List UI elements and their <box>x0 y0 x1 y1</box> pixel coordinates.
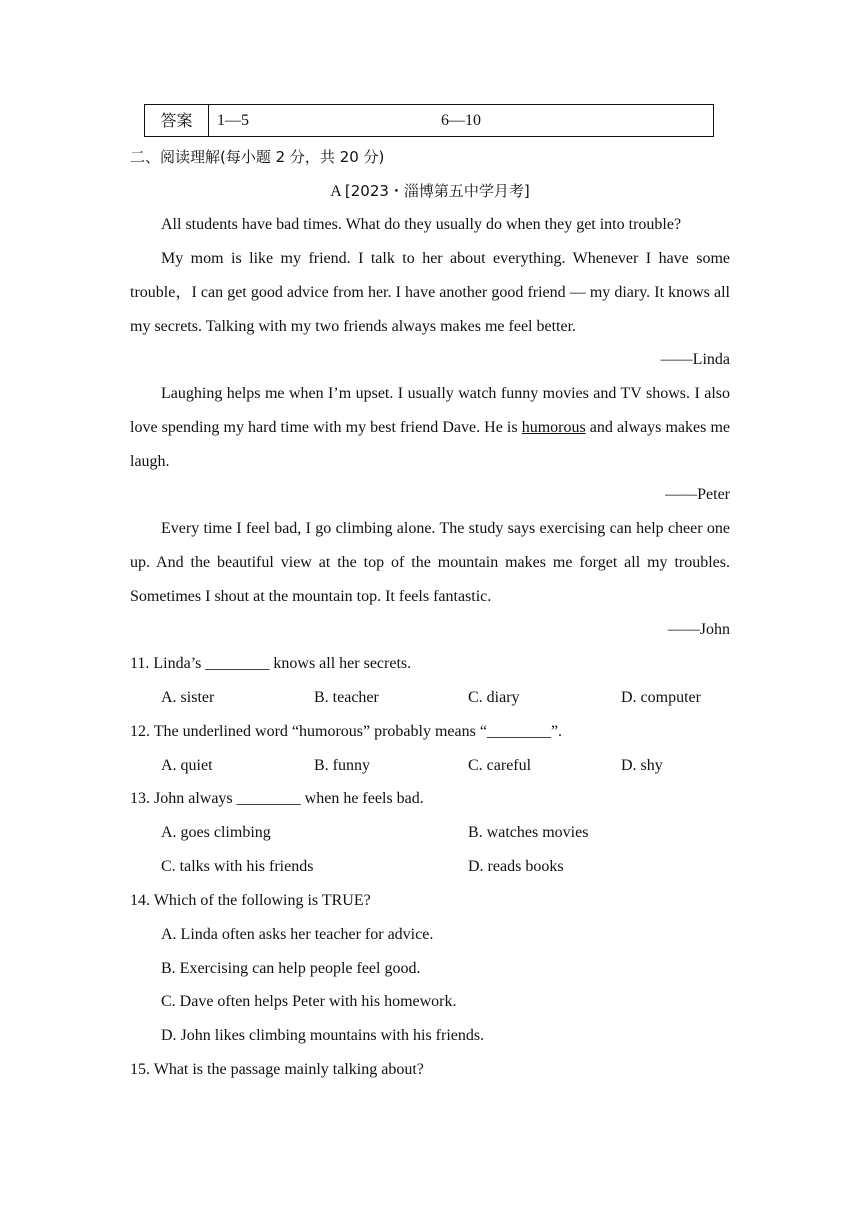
q12-option-a: A. quiet <box>161 757 213 774</box>
peter-text-after: and always makes me laugh. <box>130 419 731 470</box>
q13-option-d: D. reads books <box>468 858 564 875</box>
answer-label: 答案 <box>145 105 209 136</box>
answer-range-1-5: 1—5 <box>217 112 249 129</box>
peter-text-before: Laughing helps me when I’m upset. I usually watch funny movies and TV shows. I also love spending my hard time with my best friend Dave. He is <box>130 385 730 436</box>
q14-option-b: B. Exercising can help people feel good. <box>161 960 421 977</box>
q12-option-b: B. funny <box>314 757 370 774</box>
john-paragraph: Every time I feel bad, I go climbing alone. The study says exercising can help cheer one up. And the beautiful view at the top of the mountain makes me forget all my troubles. Sometimes I shout at the mountain top. It feels fantastic. <box>130 520 730 605</box>
passage-label <box>0 179 860 204</box>
question-14: 14. Which of the following is TRUE? <box>130 892 371 909</box>
q11-option-d: D. computer <box>621 689 701 706</box>
question-11: 11. Linda’s ________ knows all her secrets. <box>130 655 412 672</box>
q11-option-a: A. sister <box>161 689 215 706</box>
q12-option-c: C. careful <box>468 757 532 774</box>
q14-option-d: D. John likes climbing mountains with his friends. <box>161 1027 485 1044</box>
q12-option-d: D. shy <box>621 757 663 774</box>
linda-signature: ——Linda <box>660 351 730 368</box>
underlined-word: humorous <box>521 419 586 436</box>
answer-table <box>144 104 714 137</box>
passage-source: [2023・淄博第五中学月考] <box>344 182 530 200</box>
linda-paragraph: My mom is like my friend. I talk to her about everything. Whenever I have some trouble，I can get good advice from her. I have another good friend — my diary. It knows all my secrets. Talking with my two friends always makes me feel better. <box>130 250 730 335</box>
section-heading: 二、阅读理解(每小题 2 分，共 20 分) <box>130 148 385 166</box>
q13-option-b: B. watches movies <box>468 824 589 841</box>
question-13: 13. John always ________ when he feels bad. <box>130 790 424 807</box>
question-15: 15. What is the passage mainly talking about? <box>130 1061 424 1078</box>
q13-option-c: C. talks with his friends <box>161 858 314 875</box>
q11-option-b: B. teacher <box>314 689 379 706</box>
john-signature: ——John <box>667 621 730 638</box>
peter-paragraph <box>130 377 730 479</box>
intro-paragraph: All students have bad times. What do they usually do when they get into trouble? <box>161 216 682 233</box>
q14-option-a: A. Linda often asks her teacher for advice. <box>161 926 434 943</box>
answer-range-6-10: 6—10 <box>441 112 481 129</box>
passage-letter: A <box>330 183 345 200</box>
peter-signature: ——Peter <box>665 486 730 503</box>
q11-option-c: C. diary <box>468 689 520 706</box>
question-12: 12. The underlined word “humorous” probably means “________”. <box>130 723 563 740</box>
q14-option-c: C. Dave often helps Peter with his homework. <box>161 993 457 1010</box>
q13-option-a: A. goes climbing <box>161 824 271 841</box>
